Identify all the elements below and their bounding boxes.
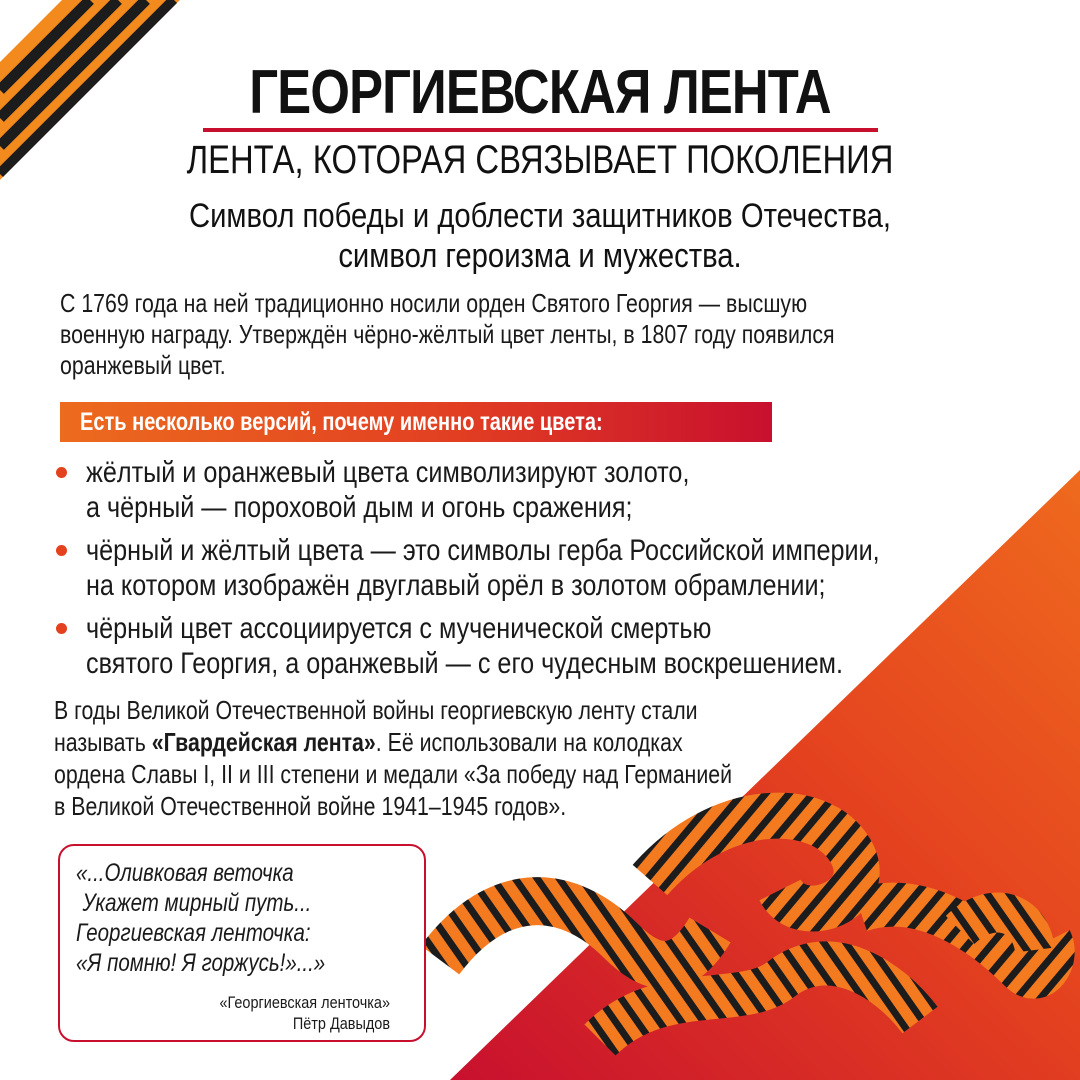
history-paragraph bbox=[60, 288, 1011, 381]
list-item-line: а чёрный — пороховой дым и огонь сражения; bbox=[86, 491, 633, 524]
closing-paragraph bbox=[54, 694, 1038, 822]
lead-line: символ героизма и мужества. bbox=[338, 237, 742, 275]
guards-ribbon-name: «Гвардейская лента» bbox=[151, 727, 376, 757]
lead-line: Символ победы и доблести защитников Отечества, bbox=[188, 197, 892, 235]
closing-line: ордена Славы I, II и III степени и медали «За победу над Германией bbox=[54, 759, 733, 789]
poem-quote bbox=[76, 858, 420, 978]
lead-text bbox=[76, 196, 1005, 276]
closing-text: называть bbox=[54, 727, 152, 757]
list-item-text bbox=[86, 533, 1080, 603]
poem-title: «Георгиевская ленточка» bbox=[219, 993, 390, 1012]
quote-attribution bbox=[118, 992, 390, 1034]
poem-line: Георгиевская ленточка: bbox=[76, 919, 311, 947]
closing-line: В годы Великой Отечественной войны георгиевскую ленту стали bbox=[54, 695, 698, 725]
st-george-ribbon-image bbox=[420, 780, 1080, 1080]
poem-author: Пётр Давыдов bbox=[292, 1014, 390, 1033]
bullet-dot-icon bbox=[56, 467, 67, 478]
list-item-line: святого Георгия, а оранжевый — с его чудесным воскрешением. bbox=[86, 647, 844, 680]
closing-line: в Великой Отечественной войне 1941–1945 годов». bbox=[54, 791, 567, 821]
list-item-text bbox=[86, 611, 1080, 681]
history-line: военную награду. Утверждён чёрно-жёлтый цвет ленты, в 1807 году появился bbox=[60, 319, 835, 349]
history-line: С 1769 года на ней традиционно носили орден Святого Георгия — высшую bbox=[60, 288, 808, 318]
list-item-line: жёлтый и оранжевый цвета символизируют золото, bbox=[86, 456, 690, 489]
closing-text: . Её использовали на колодках bbox=[375, 727, 683, 757]
list-item-line: на котором изображён двуглавый орёл в золотом обрамлении; bbox=[86, 569, 826, 602]
poem-line: «...Оливковая веточка bbox=[76, 859, 294, 887]
history-line: оранжевый цвет. bbox=[60, 350, 226, 380]
title-underline bbox=[203, 128, 878, 132]
page-title: ГЕОРГИЕВСКАЯ ЛЕНТА bbox=[249, 58, 831, 127]
list-item-line: чёрный и жёлтый цвета — это символы герба Российской империи, bbox=[86, 534, 880, 567]
poem-line: «Я помню! Я горжусь!»...» bbox=[76, 949, 326, 977]
list-item-line: чёрный цвет ассоциируется с мученической смертью bbox=[86, 612, 712, 645]
bullet-dot-icon bbox=[56, 623, 67, 634]
list-item-text bbox=[86, 455, 1080, 525]
bullet-dot-icon bbox=[56, 545, 67, 556]
versions-heading: Есть несколько версий, почему именно такие цвета: bbox=[80, 408, 603, 436]
closing-line bbox=[54, 726, 1038, 758]
poem-line: Укажет мирный путь... bbox=[82, 889, 312, 917]
page-subtitle: ЛЕНТА, КОТОРАЯ СВЯЗЫВАЕТ ПОКОЛЕНИЯ bbox=[186, 138, 894, 182]
